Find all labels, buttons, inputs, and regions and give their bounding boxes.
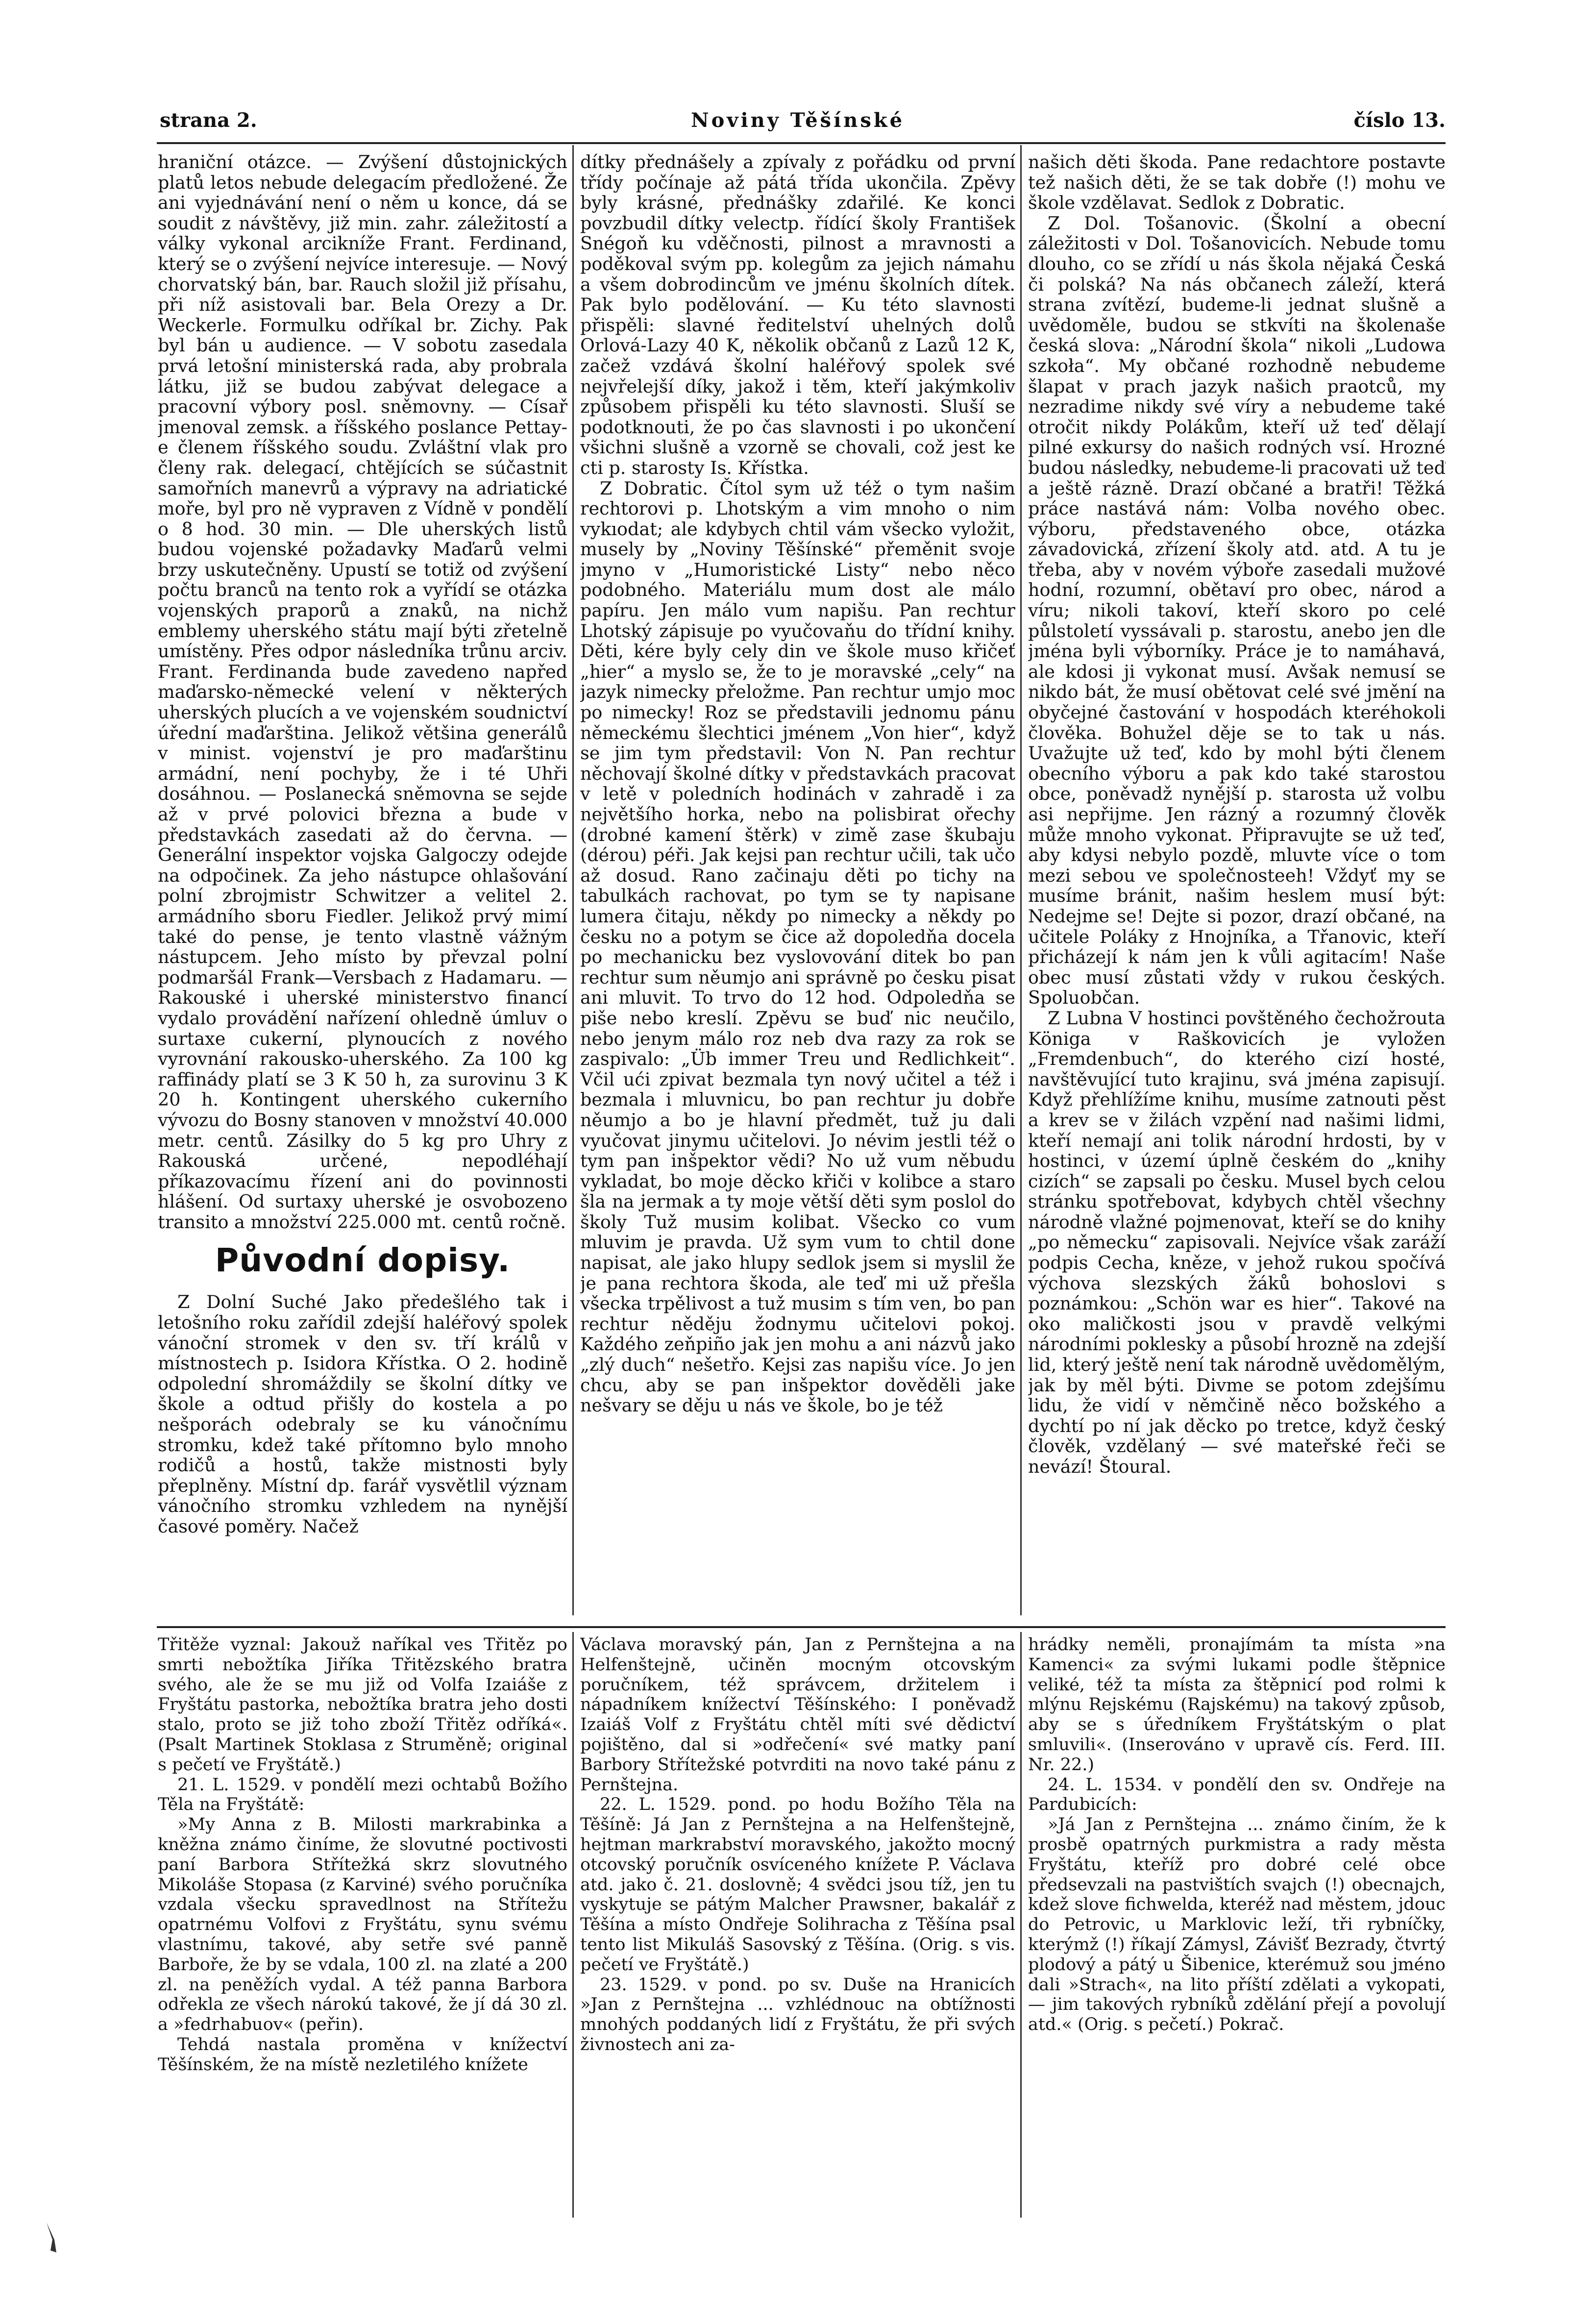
newspaper-title: Noviny Těšínské <box>691 109 905 132</box>
letter-lubno: Z Lubna V hostinci povštěného čechožrouta Königa v Raškovicích je vyložen „Fremdenbuch“, do kterého cizí hosté, navštěvující tuto krajinu, svá jména zapisují. Když přehlížíme knihu, musíme zatnouti pěst a krev se v žilách vzpění nad našimi lidmi, kteří nemají ani tolik národní hrdosti, by v hostinci, v území úplně českém do „knihy cizích“ se zapsali po česku. Musel bych celou stránku spotřebovat, kdybych chtěl všechny národně vlažné pojmenovat, kteří se do knihy „po německu“ zapisovali. Nejvíce však zaráží podpis Cecha, kněze, v jehož rukou spočívá výchova slezských žáků bohoslovi s poznámkou: „Schön war es hier“. Takové na oko maličkosti jsou v pravdě velkými národními poklesky a působí hrozně na zdejší lid, který ještě není tak národně uvědomělým, jak by měl býti. Divme se potom zdejšímu lidu, že vidí v němčině něco božského a dychtí po ní jak děcko po tretce, když český člověk, vzdělaný — své mateřské řeči se nevází! Štoural. <box>1028 1007 1446 1477</box>
column-2 <box>580 152 1015 1615</box>
column-1 <box>158 152 567 1615</box>
letter-dolni-sucha: Z Dolní Suché Jako předešlého tak i letošního roku zařídil zdejší haléřový spolek vánoční stromek v den sv. tří králů v místnostech p. Isidora Křístka. O 2. hodině odpolední shromáždily se školní dítky ve škole a odtud přišly do kostela a po nešporách odebraly se ku vánočnímu stromku, kdež také přítomno bylo mnoho rodičů a hostů, takže mistnosti byly přeplněny. Místní dp. farář vysvětlil význam vánočního stromku vzhledem na nynější časové poměry. Načež <box>158 1291 567 1537</box>
page-number: strana 2. <box>160 109 257 132</box>
column-divider-2 <box>1020 145 1022 1615</box>
paper-speck-icon <box>42 2220 61 2254</box>
section-rule <box>157 1626 1446 1628</box>
history-paragraph: hrádky neměli, pronajímám ta místa »na Kamenci« za svými lukami podle štěpnice veliké, též ta místa za štěpnicí pod rolmi k mlýnu Rejskému (Rajskému) na takový způsob, aby se s úředníkem Fryštátským o plat smluvili«. (Inserováno v upravě cís. Ferd. III. Nr. 22.) <box>1028 1635 1446 1775</box>
letter-dobratice-end: našich děti škoda. Pane redachtore postavte tež našich děti, že se tak dobře (!) mohu ve škole vzdělavat. Sedlok z Dobratic. <box>1028 152 1446 214</box>
bottom-column-2 <box>580 1635 1015 2221</box>
history-paragraph: 22. L. 1529. pond. po hodu Božího Těla na Těšíně: Já Jan z Pernštejna a na Helfenštejně, hejtman markrabství moravského, jakožto mocný otcovský poručník osvíceného knížete P. Václava atd. jako č. 21. doslovně; 4 svědci jsou tíž, jen tu vyskytuje se pátým Malcher Prawsner, bakalář z Těšína a místo Ondřeje Solihracha z Těšína psal tento list Mikuláš Sasovský z Těšína. (Orig. s vis. pečetí ve Fryštátě.) <box>580 1795 1015 1975</box>
column-divider-1 <box>572 145 574 1615</box>
column-3 <box>1028 152 1446 1615</box>
history-date: 21. L. 1529. v pondělí mezi ochtabů Božího Těla na Fryštátě: <box>158 1775 567 1815</box>
news-paragraph: hraniční otázce. — Zvýšení důstojnických platů letos nebude delegacím předložené. Že ani vyjednávání není o něm u konce, dá se soudit z návštěvy, již min. zahr. záležitostí a války vykonal arcikníže Frant. Ferdinand, který se o zvýšení nejvíce interesuje. — Nový chorvatský bán, bar. Rauch složil již přísahu, při níž asistovali bar. Bela Orezy a Dr. Weckerle. Formulku odříkal br. Zichy. Pak byl bán u audience. — V sobotu zasedala prvá letošní ministerská rada, aby probrala látku, již se budou zabývat delegace a pracovní výbory posl. sněmovny. — Císař jmenoval zemsk. a říšského poslance Pettay-e členem říšského soudu. Zvláštní vlak pro členy rak. delegací, chtějících se súčastnit samořních manevrů a výpravy na adriatické moře, byl pro ně vypraven z Vídně v pondělí o 8 hod. 30 min. — Dle uherských listů budou vojenské požadavky Maďarů velmi brzy uskutečněny. Upustí se totiž od zvýšení počtu branců na tento rok a vyřídí se otázka vojenských praporů a znaků, na nichž emblemy uherského státu mají býti zřetelně umístěny. Přes odpor následníka trůnu arciv. Frant. Ferdinanda bude zavedeno napřed maďarsko-německé velení v některých uherských plucích a ve vojenském soudnictví úřední maďarština. Jelikož většina generálů v minist. vojenství je pro maďarštinu armádní, není pochyby, že i té Uhři dosáhnou. — Poslanecká sněmovna se sejde až v prvé polovici března a bude v představkách zasedati až do června. — Generální inspektor vojska Galgoczy odejde na odpočinek. Za jeho nástupce ohlašování polní zbrojmistr Schwitzer a velitel 2. armádního sboru Fiedler. Jelikož prvý mimí také do pense, je tento vlastně vážným nástupcem. Jeho místo by převzal polní podmaršál Frank—Versbach z Hadamaru. — Rakouské i uherské ministerstvo financí vydalo provádění nařízení ohledně úmluv o surtaxe cukerní, plynoucích z nového vyrovnání rakousko-uherského. Za 100 kg raffinády platí se 3 K 50 h, za surovinu 3 K 20 h. Kontingent uherského cukerního vývozu do Bosny stanoven v množství 40.000 metr. centů. Zásilky do 5 kg pro Uhry z Rakouská určené, nepodléhají příkazovacímu řízení ani do povinnosti hlášení. Od surtaxy uherské je osvobozeno transito a množství 225.000 mt. centů ročně. <box>158 152 567 1233</box>
letter-continued: dítky přednášely a zpívaly z pořádku od první třídy počínaje až pátá třída ukončila. Zpěvy byly krásné, přednášky zdařilé. Ke konci povzbudil dítky velectp. řídící školy František Snégoň ku vděčnosti, pilnost a mravnosti a poděkoval svým pp. kolegům za jejich námahu a všem dobrodincům ve jménu školních dítek. Pak bylo podělování. — Ku této slavnosti přispěli: slavné ředitelství uhelných dolů Orlová-Lazy 40 K, několik občanů z Lazů 12 K, začež vzdává školní haléřový spolek své nejvřelejší díky, jakož i těm, kteří jakýmkoliv způsobem přispěli ku této slavnosti. Sluší se podotknouti, že po čas slavnosti i po ukončení všichni slušně a vzorně se chovali, což jest ke cti p. starosty Is. Křístka. <box>580 152 1015 478</box>
letter-tosanovice: Z Dol. Tošanovic. (Školní a obecní záležitosti v Dol. Tošanovicích. Nebude tomu dlouho, co se zřídí u nás škola nějaká Česká či polská? Na nás občanech záleží, která strana zvítězí, budeme-li jednat slušně a uvědoměle, budou se stkvíti na školenaše česká slova: „Národní škola“ nikoli „Ludowa szkoła“. My občané rozhodně nebudeme šlapat v prach jazyk našich praotců, my nezradime nikdy své víry a nebudeme také otročit nikdy Polákům, kteří už teď dělají pilné exkursy do našich rodných vsí. Hrozné budou následky, nebudeme-li pracovati už teď a ještě rázně. Drazí občané a bratři! Těžká práce nastává nám: Volba nového obec. výboru, představeného obce, otázka závadovická, zřízení školy atd. atd. A tu je třeba, aby v novém výboře zasedali mužové hodní, rozumní, obětaví pro obec, národ a víru; nikoli takoví, kteří skoro po celé půlstoletí vyssávali p. starostu, anebo jen dle jména byli výborníky. Práce je to namáhavá, ale kdosi ji vykonat musí. Avšak nemusí se nikdo bát, že musí obětovat celé své jmění na obyčejné častování v hospodách kteréhokoli člověka. Bohužel děje se to tak u nás. Uvažujte už teď, kdo by mohl býti členem obecního výboru a pak kdo také starostou obce, poněvadž nynější p. starosta už volbu asi nepřijme. Jen rázný a rozumný člověk může mnoho vykonat. Připravujte se už teď, aby kdysi nebylo pozdě, mluvte více o tom mezi sebou ve společnosteeh! Vždyť my se musíme bránit, našim heslem musí být: Nedejme se! Dejte si pozor, drazí občané, na učitele Poláky z Hnojníka, a Třanovic, kteří přicházejí k nám jen k vůli agitacím! Naše obec musí zůstati vždy v rukou českých. Spoluobčan. <box>1028 212 1446 1009</box>
history-paragraph: »My Anna z B. Milosti markrabinka a kněžna známo činíme, že slovutné poctivosti paní Barbora Střítežká skrz slovutného Mikoláše Stopasa (z Karviné) svého poručníka vzdala všecku spravedlnost na Střítežu opatrnému Volfovi z Fryštátu, synu svému vlastnímu, takové, aby setře své panně Barboře, že by se vdala, 100 zl. na zlaté a 200 zl. na peněžích vydal. A též panna Barbora odřekla ze všech nárokú takové, že jí dá 30 zl. a »fedrhabuov« (peřin). <box>158 1815 567 2035</box>
bottom-column-1 <box>158 1635 567 2221</box>
bottom-column-3 <box>1028 1635 1446 2221</box>
history-paragraph: »Já Jan z Pernštejna ... známo činím, že k prosbě opatrných purkmistra a rady města Fryštátu, kteříž pro dobré celé obce předsevzali na pastvištích svajch (!) obecnajch, kdež slove fichwelda, kteréž nad městem, jdouc do Petrovic, u Marklovic leží, tři rybníčky, kterýmž (!) říkají Zámysl, Závišť Bezrady, čtvrtý plodový a pátý u Šibenice, kterémuž sou jméno dali »Strach«, na lito příští zdělati a vykopati, — jim takových rybníků zdělání přejí a povolují atd.« (Orig. s pečetí.) Pokrač. <box>1028 1815 1446 2035</box>
issue-number: číslo 13. <box>1353 109 1446 132</box>
history-paragraph: Třitěže vyznal: Jakouž naříkal ves Třitěz po smrti nebožtíka Jiříka Třitězského bratra svého, ale že se mu již od Volfa Izaiáše z Fryštátu pastorka, nebožtíka bratra jeho dosti stalo, proto se již toho zboží Třitěz odříká«. (Psalt Martinek Stoklasa z Struměně; original s pečetí ve Fryštátě.) <box>158 1635 567 1775</box>
column-divider-4 <box>1020 1632 1022 2218</box>
section-heading: Původní dopisy. <box>215 1241 511 1280</box>
letter-dobratice: Z Dobratic. Čítol sym už též o tym našim rechtorovi p. Lhotským a vim mnoho o nim vykıodat; ale kdybych chtil vám všecko vyložit, musely by „Noviny Těšínské“ přeměnit svoje jmyno v „Humoristické Listy“ nebo něco podobného. Materiálu mum dost ale málo papíru. Jen málo vum napišu. Pan rechtur Lhotský zápisuje po vyučovaňu do třídní knihy. Děti, kére byly cely din ve škole muso křičeť „hier“ a myslo se, že to je moravské „cely“ na jazyk nimecky přeložme. Pan rechtur umjo moc po nimecky! Roz se představili jednomu pánu německému šlechtici jménem „Von hier“, když se jim tym představil: Von N. Pan rechtur něchovají školné dítky v představkách pracovat v letě v poledních hodinách v zahradě i za největšího horka, nebo na polisbirat ořechy (drobné kamení štěrk) v zimě zase škubaju (dérou) péři. Jak kejsi pan rechtur učili, tak učo až dosud. Rano začinaju děti po tichy na tabulkách rachovat, po tym se ty napisane lumera čitaju, někdy po nimecky a někdy po česku no a potym se čice až dopoledňa docela po mechanicku bez vyslovování ditek bo pan rechtur sum něumjo ani správně po česku pisat ani mluvit. To trvo do 12 hod. Odpoledňa se piše nebo kreslí. Zpěvu se buď nic neučilo, nebo jenym málo roz neb dva razy za rok se zaspivalo: „Üb immer Treu und Redlichkeit“. Včil ući zpivat bezmala tyn nový učitel a též i bezmala i mluvnicu, bo pan rechtur ju dobře něumjo a bo je hlavní předmět, tuž ju dali vyučovat jinymu učitelovi. Jo névim jestli též o tym pan inšpektor vědi? No už vum něbudu vykladat, bo moje děcko křiči v kolibce a staro šla na jermak a ty moje větší děti sym poslol do školy Tuž musim kolibat. Všecko co vum mluvim je pravda. Už sym vum to chtil done napisat, ale jako hlupy sedlok jsem si myslil že je pana rechtora škoda, ale teď mi už přešla všecka trpělivost a tuž musim s tím ven, bo pan rechtur něděju žodnymu učitelovi pokoj. Každého zeňpiño jak jen mohu a ani názvů jako „zlý duch“ nešetřo. Kejsi zas napišu více. Jo jen chcu, aby se pan inšpektor dověděli jake nešvary se děju u nás ve škole, bo je též <box>580 477 1015 1416</box>
history-paragraph: 23. 1529. v pond. po sv. Duše na Hranicích »Jan z Pernštejna ... vzhlédnouc na obtížnosti mnohých poddaných lidí z Fryštátu, že při svých živnostech ani za- <box>580 1975 1015 2054</box>
history-paragraph: Václava moravský pán, Jan z Pernštejna a na Helfenštejně, učiněn mocným otcovským poručníkem, též správcem, držitelem i nápadníkem knížectví Těšínského: I poněvadž Izaiáš Volf z Fryštátu chtěl míti své dědictví pojištěno, dal si »odřečení« své matky paní Barbory Střítežské potvrditi na novo také pánu z Pernštejna. <box>580 1635 1015 1795</box>
history-paragraph: Tehdá nastala proměna v knížectví Těšínském, že na místě nezletilého knížete <box>158 2034 567 2075</box>
history-date: 24. L. 1534. v pondělí den sv. Ondřeje na Pardubicích: <box>1028 1775 1446 1815</box>
page-header <box>157 109 1446 138</box>
header-rule <box>157 142 1446 144</box>
column-divider-3 <box>572 1632 574 2218</box>
